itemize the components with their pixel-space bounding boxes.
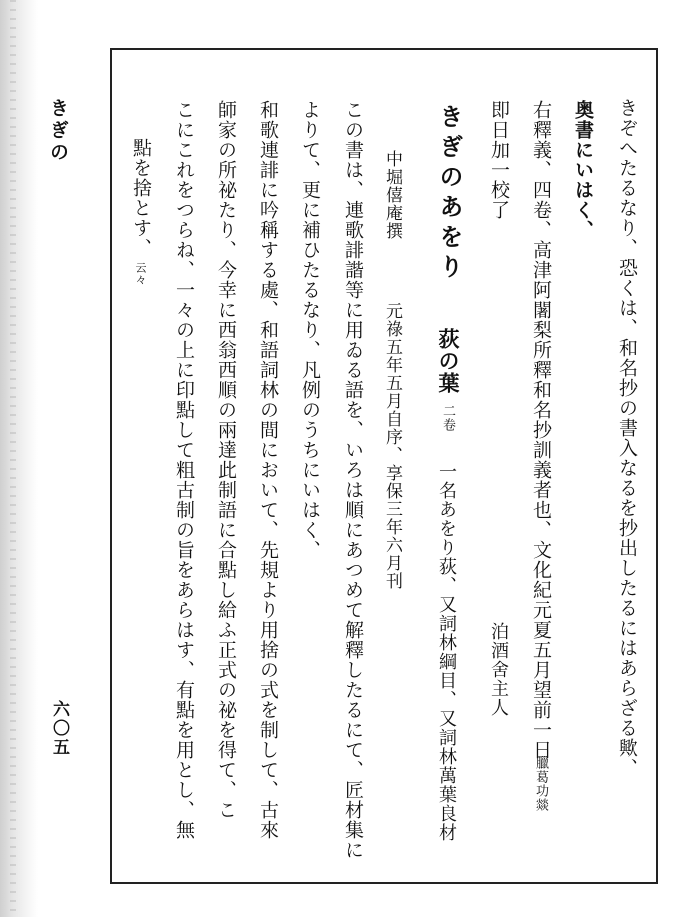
text-column-7: この書は、連歌誹諧等に用ゐる語を、いろは順にあつめて解釋したるにて、匠材集に bbox=[342, 100, 364, 860]
entry-author: 中堀僖庵撰 bbox=[382, 150, 402, 240]
page-edge-shadow bbox=[0, 0, 38, 917]
entry-title: 荻の葉 bbox=[436, 328, 461, 394]
text-column-9: 和歌連誹に吟稱する處、和語詞林の間において、先規より用捨の式を制して、古來 bbox=[257, 100, 279, 840]
entry-volume-note: 二卷 bbox=[440, 404, 455, 432]
text-column-11: こにこれをつらね、一々の上に印點して粗古制の旨をあらはす、有點を用とし、無 bbox=[173, 100, 195, 840]
entry-dates: 元祿五年五月自序、享保三年六月刊 bbox=[382, 302, 402, 590]
text-column-8: よりて、更に補ひたるなり、凡例のうちにいはく、 bbox=[299, 100, 321, 560]
entry-heading: きぎのあをり bbox=[435, 104, 464, 284]
text-column-12-note: 云々 bbox=[134, 262, 147, 286]
text-column-4b: 泊酒舍主人 bbox=[488, 622, 509, 717]
page-edge-speckle bbox=[10, 0, 16, 917]
running-head: きぎの bbox=[47, 98, 69, 164]
text-column-2: 奥書にいはく、 bbox=[572, 100, 594, 240]
entry-alt-titles: 一名あをり荻、又詞林綱目、又詞林萬葉良材 bbox=[436, 462, 457, 842]
page-number: 六〇五 bbox=[49, 700, 69, 757]
text-column-4a: 即日加一校了 bbox=[488, 100, 510, 220]
text-column-10: 師家の所祕たり、今幸に西翁西順の兩達此制語に合點し給ふ正式の祕を得て、こ bbox=[215, 100, 237, 820]
text-column-12: 點を捨とす、 bbox=[130, 138, 152, 258]
text-column-1: きぞへたるなり、恐くは、和名抄の書入なるを抄出したるにはあらざる歟、 bbox=[616, 98, 638, 778]
text-column-3b: 臘葛功燚 bbox=[533, 756, 548, 812]
text-column-3a: 右釋義、四卷、高津阿闍梨所釋和名抄訓義者也、文化紀元夏五月望前一日 bbox=[530, 100, 552, 760]
